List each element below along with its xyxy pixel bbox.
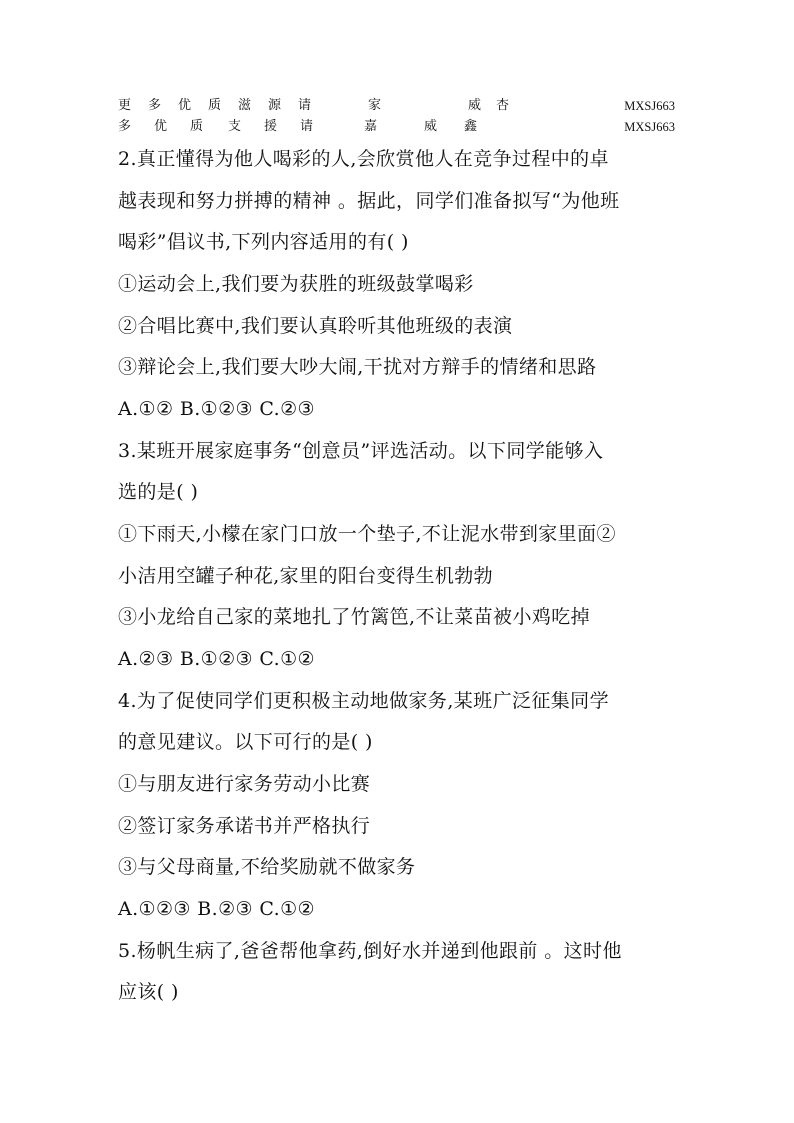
question-3-stem: 选的是( ) <box>118 481 199 503</box>
header-word: 优 <box>154 119 168 134</box>
header-row-1 <box>118 97 675 115</box>
question-4-option: ②签订家务承诺书并严格执行 <box>118 815 371 837</box>
header-word: 多 <box>148 98 162 113</box>
question-5-stem: 应该( ) <box>118 981 179 1003</box>
header-word: 源 <box>268 98 282 113</box>
header-word: 滋 <box>238 98 252 113</box>
header-word: 家 <box>368 98 382 113</box>
question-2-stem: 喝彩”倡议书,下列内容适用的有( ) <box>118 231 409 253</box>
header-word: 请 <box>300 119 314 134</box>
question-2-option: ③辩论会上,我们要大吵大闹,干扰对方辩手的情绪和思路 <box>118 356 597 378</box>
header-code: MXSJ663 <box>624 120 675 134</box>
header-word: 援 <box>264 119 278 134</box>
header-word: 嘉 <box>364 119 378 134</box>
question-4-stem: 4.为了促使同学们更积极主动地做家务,某班广泛征集同学 <box>118 690 609 712</box>
question-4-stem: 的意见建议。以下可行的是( ) <box>118 731 373 753</box>
question-4-choices: A.①②③ B.②③ C.①② <box>118 898 315 920</box>
question-2-stem: 2.真正懂得为他人喝彩的人,会欣赏他人在竞争过程中的卓 <box>118 148 609 170</box>
question-2-option: ①运动会上,我们要为获胜的班级鼓掌喝彩 <box>118 273 474 295</box>
header-word: 支 <box>228 119 242 134</box>
header-word: 质 <box>190 119 204 134</box>
header-word: 优 <box>178 98 192 113</box>
header-word: 请 <box>298 98 312 113</box>
header-word: 多 <box>118 119 132 134</box>
header-code: MXSJ663 <box>624 99 675 113</box>
question-3-option: ①下雨天,小檬在家门口放一个垫子,不让泥水带到家里面② <box>118 523 616 545</box>
question-5-stem: 5.杨帆生病了,爸爸帮他拿药,倒好水并递到他跟前 。这时他 <box>118 940 622 962</box>
header-word: 更 <box>118 98 132 113</box>
question-2-option: ②合唱比赛中,我们要认真聆听其他班级的表演 <box>118 315 513 337</box>
question-3-choices: A.②③ B.①②③ C.①② <box>118 648 315 670</box>
header-word: 鑫 <box>464 119 478 134</box>
question-3-stem: 3.某班开展家庭事务“创意员”评选活动。以下同学能够入 <box>118 440 604 462</box>
header-word: 威 <box>468 98 482 113</box>
question-2-stem: 越表现和努力拼搏的精神 。据此，同学们准备拟写“为他班 <box>118 190 620 212</box>
header-word: 质 <box>208 98 222 113</box>
header-word: 威 <box>424 119 438 134</box>
header-row-2 <box>118 118 675 136</box>
question-2-choices: A.①② B.①②③ C.②③ <box>118 398 315 420</box>
question-4-option: ①与朋友进行家务劳动小比赛 <box>118 773 371 795</box>
question-3-option: 小洁用空罐子种花,家里的阳台变得生机勃勃 <box>118 565 494 587</box>
question-4-option: ③与父母商量,不给奖励就不做家务 <box>118 856 416 878</box>
header-word: 杏 <box>496 98 510 113</box>
question-3-option: ③小龙给自己家的菜地扎了竹篱笆,不让菜苗被小鸡吃掉 <box>118 606 591 628</box>
